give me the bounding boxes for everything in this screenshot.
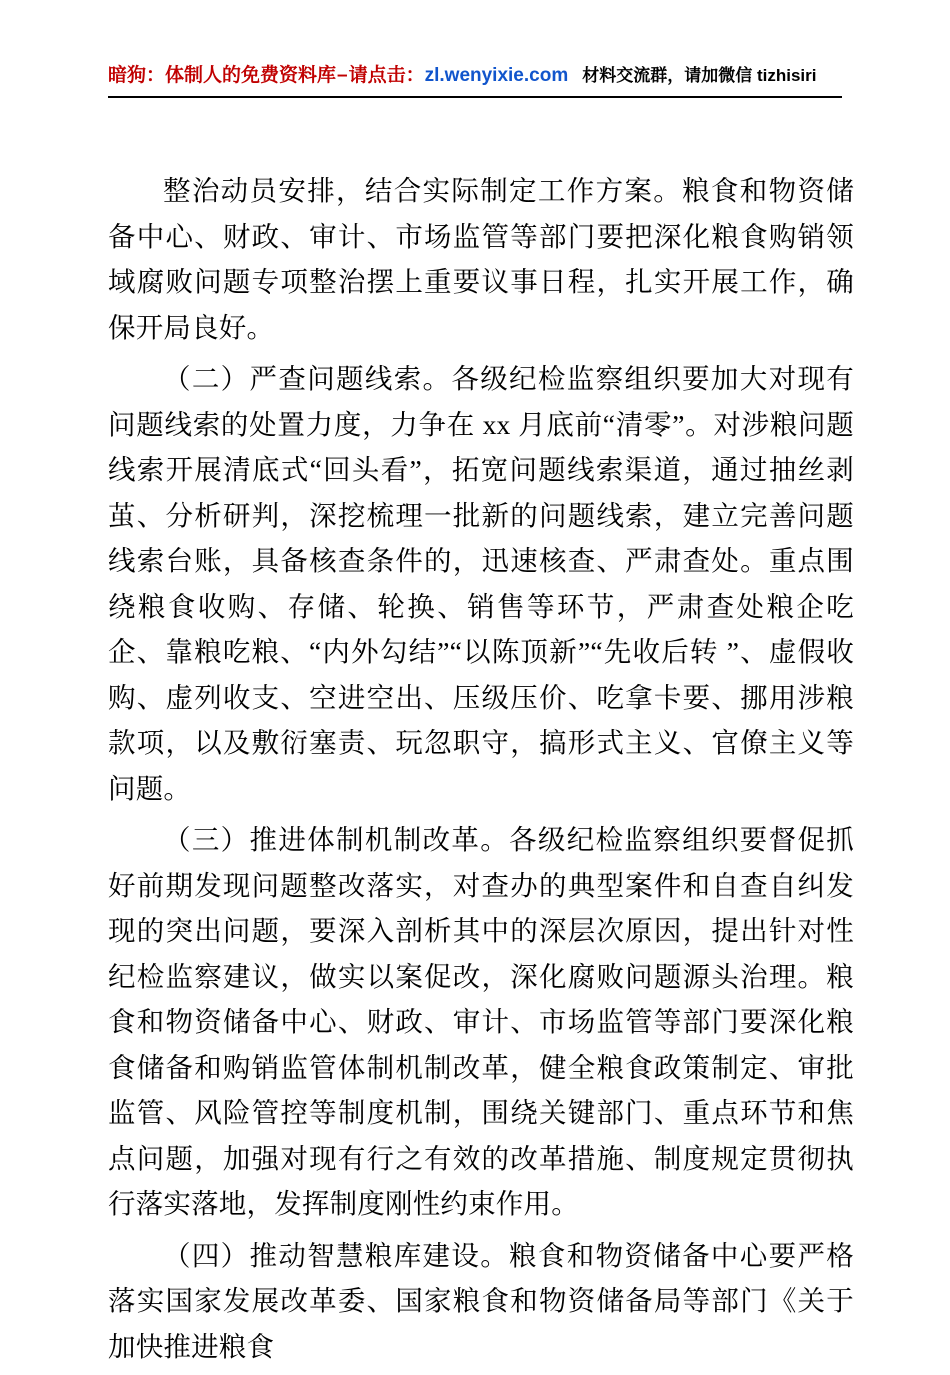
promo-banner: [108, 60, 842, 104]
document-body: [108, 168, 854, 1375]
paragraph: （四）推动智慧粮库建设。粮食和物资储备中心要严格落实国家发展改革委、国家粮食和物资储备局等部门《关于加快推进粮食: [108, 1239, 854, 1362]
promo-divider: [108, 96, 842, 98]
paragraph: （三）推进体制机制改革。各级纪检监察组织要督促抓好前期发现问题整改落实，对查办的典型案件和自查自纠发现的突出问题，要深入剖析其中的深层次原因，提出针对性纪检监察建议，做实以案促改，深化腐败问题源头治理。粮食和物资储备中心、财政、审计、市场监管等部门要深化粮食储备和购销监管体制机制改革，健全粮食政策制定、审批监管、风险管控等制度机制，围绕关键部门、重点环节和焦点问题，加强对现有行之有效的改革措施、制度规定贯彻执行落实落地，发挥制度刚性约束作用。: [108, 824, 854, 1219]
promo-link[interactable]: zl.wenyixie.com: [424, 65, 569, 86]
paragraph: （二）严查问题线索。各级纪检监察组织要加大对现有问题线索的处置力度，力争在 xx 月底前“清零”。对涉粮问题线索开展清底式“回头看”，拓宽问题线索渠道，通过抽丝剥茧、分析研判，深挖梳理一批新的问题线索，建立完善问题线索台账，具备核查条件的，迅速核查、严肃查处。重点围绕粮食收购、存储、轮换、销售等环节，严肃查处粮企吃企、靠粮吃粮、“内外勾结”“以陈顶新”“先收后转 ”、虚假收购、虚列收支、空进空出、压级压价、吃拿卡要、挪用涉粮款项，以及敷衍塞责、玩忽职守，搞形式主义、官僚主义等问题。: [108, 363, 854, 804]
promo-contact-text: 材料交流群，请加微信 tizhisiri: [582, 66, 817, 85]
promo-cta-text: 请点击：: [348, 65, 425, 86]
promo-dash: –: [337, 65, 348, 86]
paragraph: 整治动员安排，结合实际制定工作方案。粮食和物资储备中心、财政、审计、市场监管等部门要把深化粮食购销领域腐败问题专项整治摆上重要议事日程，扎实开展工作，确保开局良好。: [108, 175, 854, 343]
promo-brand-text: 暗狗：体制人的免费资料库: [108, 65, 337, 86]
promo-banner-line: [108, 60, 842, 87]
